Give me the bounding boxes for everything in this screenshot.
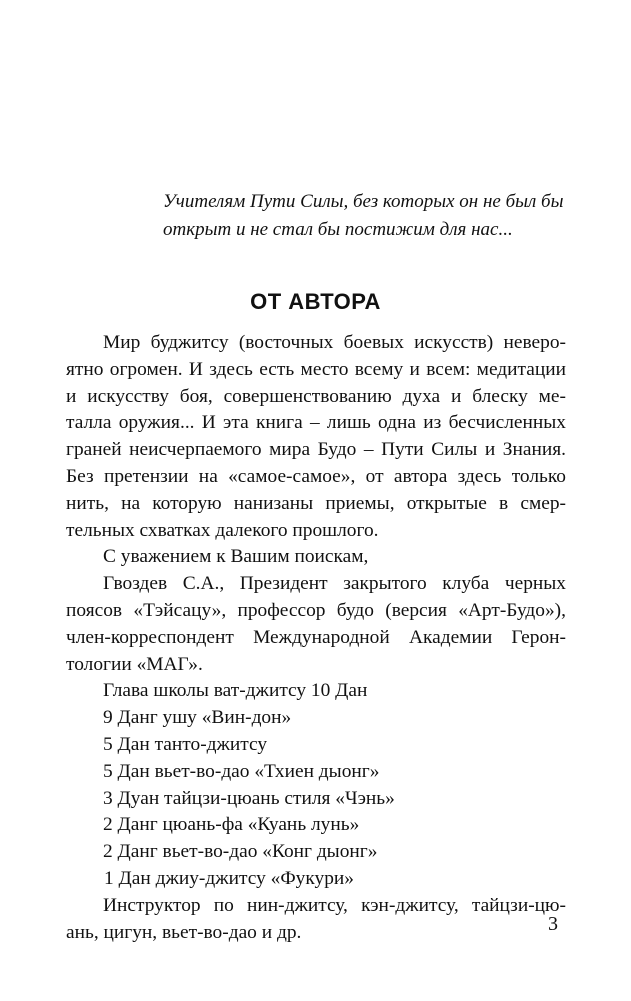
- title-line: 2 Данг вьет-во-дао «Конг дыонг»: [103, 841, 378, 863]
- signature-line: член-корреспондент Международной Академии Герон-: [66, 626, 566, 648]
- title-line: Глава школы ват-джитсу 10 Дан: [103, 680, 368, 702]
- title-line: 3 Дуан тайцзи-цюань стиля «Чэнь»: [103, 787, 395, 809]
- title-line: 9 Данг ушу «Вин-дон»: [103, 707, 292, 729]
- epigraph-line-1: Учителям Пути Силы, без которых он не был бы: [163, 191, 564, 212]
- paragraph-line: Мир буджитсу (восточных боевых искусств) неверо-: [103, 332, 566, 353]
- paragraph-line: ятно огромен. И здесь есть место всему и всем: медитации: [66, 358, 566, 380]
- paragraph-line: тельных схватках далекого прошлого.: [66, 519, 379, 541]
- epigraph: [163, 188, 563, 244]
- signature-line: Гвоздев С.А., Президент закрытого клуба черных: [103, 573, 566, 595]
- instructor-line: ань, цигун, вьет-во-дао и др.: [66, 921, 302, 943]
- title-line: 5 Дан танто-джитсу: [103, 733, 268, 755]
- page-number: 3: [548, 913, 558, 935]
- paragraph-line: талла оружия... И эта книга – лишь одна из бесчисленных: [66, 412, 566, 434]
- page-title: ОТ АВТОРА: [250, 289, 381, 314]
- main-text: [66, 330, 566, 946]
- title-line: 5 Дан вьет-во-дао «Тхиен дыонг»: [103, 760, 380, 782]
- paragraph-line: нить, на которую нанизаны приемы, открытые в смер-: [66, 492, 566, 514]
- closing-line: С уважением к Вашим поискам,: [103, 546, 369, 568]
- paragraph-line: граней неисчерпаемого мира Будо – Пути Силы и Знания.: [66, 439, 566, 461]
- signature-line: тологии «МАГ».: [66, 653, 203, 675]
- signature-line: поясов «Тэйсацу», профессор будо (версия «Арт-Будо»),: [66, 599, 566, 621]
- paragraph-line: Без претензии на «самое-самое», от автора здесь только: [66, 465, 566, 487]
- epigraph-line-2: открыт и не стал бы постижим для нас...: [163, 219, 513, 240]
- title-line: 1 Дан джиу-джитсу «Фукури»: [104, 867, 354, 889]
- instructor-line: Инструктор по нин-джитсу, кэн-джитсу, тайцзи-цю-: [103, 894, 566, 916]
- paragraph-line: и искусству боя, совершенствованию духа и блеску ме-: [66, 385, 566, 407]
- title-line: 2 Данг цюань-фа «Куань лунь»: [103, 814, 360, 836]
